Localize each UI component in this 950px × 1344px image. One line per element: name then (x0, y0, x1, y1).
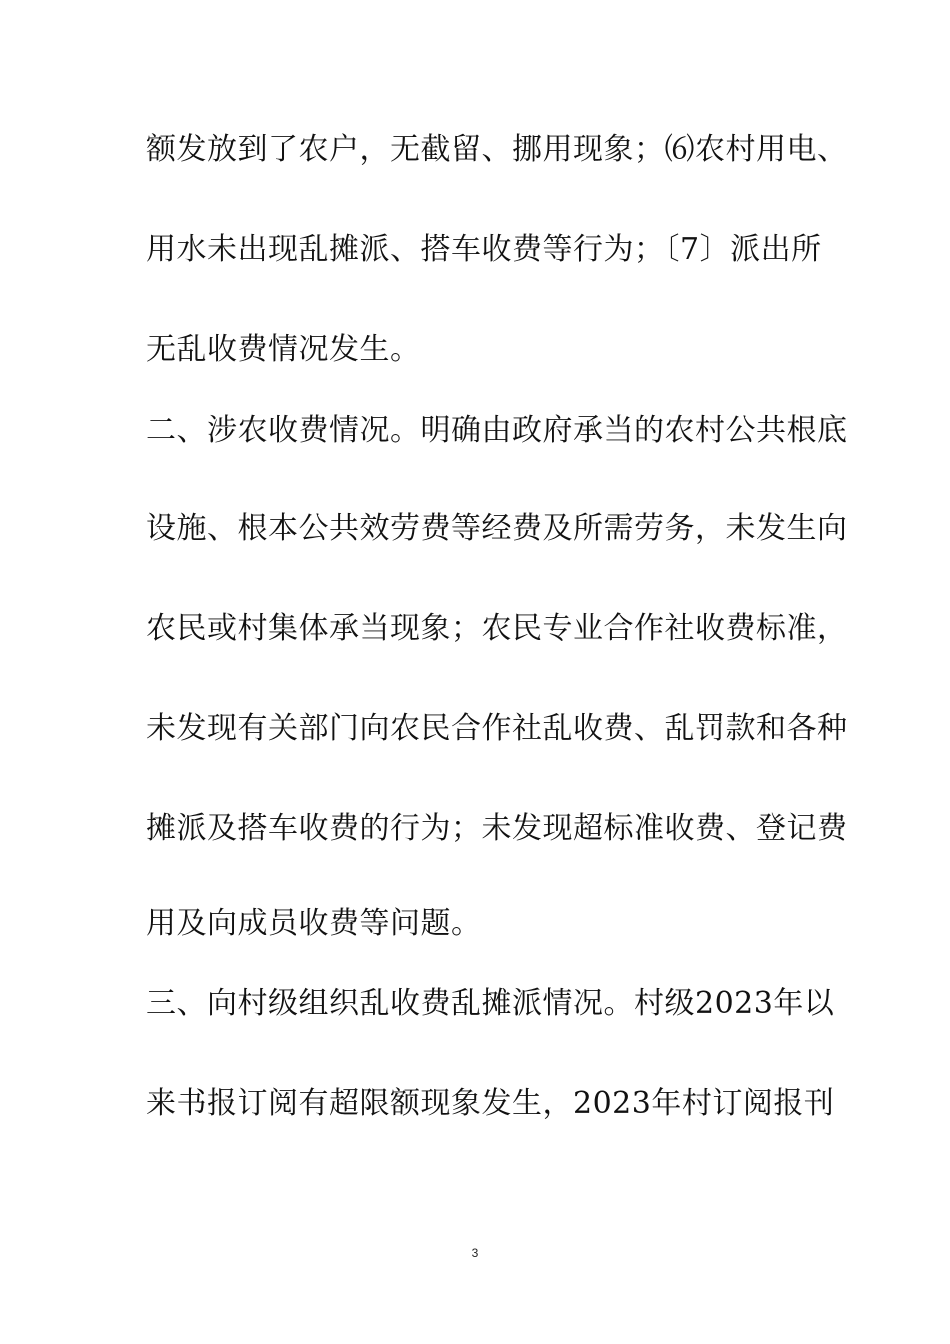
body-text-line: 农民或村集体承当现象；农民专业合作社收费标准， (146, 611, 848, 646)
page-number: 3 (471, 1246, 479, 1260)
body-text-line: 来书报订阅有超限额现象发生，2023年村订阅报刊 (146, 1086, 835, 1121)
body-text-line: 摊派及搭车收费的行为；未发现超标准收费、登记费 (146, 811, 848, 846)
body-text-line: 用水未出现乱摊派、搭车收费等行为；〔7〕派出所 (146, 232, 822, 267)
section-heading-line: 三、向村级组织乱收费乱摊派情况。村级2023年以 (146, 986, 835, 1021)
body-text-line: 用及向成员收费等问题。 (146, 906, 482, 941)
body-text-line: 设施、根本公共效劳费等经费及所需劳务，未发生向 (146, 511, 848, 546)
body-text-line: 未发现有关部门向农民合作社乱收费、乱罚款和各种 (146, 711, 848, 746)
section-heading-line: 二、涉农收费情况。明确由政府承当的农村公共根底 (146, 413, 848, 448)
body-text-line: 额发放到了农户，无截留、挪用现象；⑹农村用电、 (146, 132, 848, 167)
body-text-line: 无乱收费情况发生。 (146, 332, 421, 367)
